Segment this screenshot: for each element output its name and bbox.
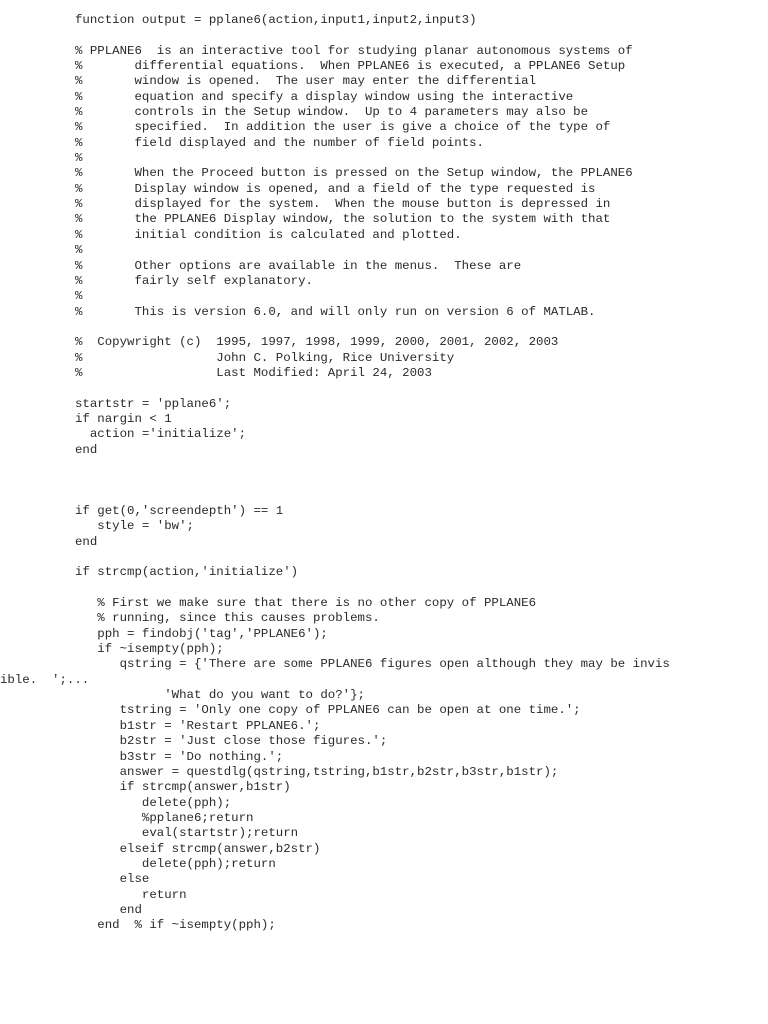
code-line: % the PPLANE6 Display window, the solution to the system with that (75, 212, 611, 227)
code-line (75, 581, 765, 596)
code-line: tstring = 'Only one copy of PPLANE6 can be open at one time.'; (75, 703, 581, 718)
code-line: % field displayed and the number of field points. (75, 135, 484, 150)
code-line: % PPLANE6 is an interactive tool for studying planar autonomous systems of (75, 43, 633, 58)
code-line: % Copywright (c) 1995, 1997, 1998, 1999, 2000, 2001, 2002, 2003 (75, 335, 559, 350)
code-line: b3str = 'Do nothing.'; (75, 749, 284, 764)
code-line: delete(pph); (75, 795, 232, 810)
code-line: % (75, 289, 83, 304)
code-line: % differential equations. When PPLANE6 is executed, a PPLANE6 Setup (75, 59, 626, 74)
code-line: % specified. In addition the user is give a choice of the type of (75, 120, 611, 135)
code-line: % fairly self explanatory. (75, 273, 313, 288)
code-line: % Other options are available in the menus. These are (75, 258, 522, 273)
code-line: end (75, 902, 142, 917)
code-line: end % if ~isempty(pph); (75, 918, 276, 933)
code-line: 'What do you want to do?'}; (75, 688, 365, 703)
code-line: function output = pplane6(action,input1,input2,input3) (75, 13, 477, 27)
code-line: if strcmp(action,'initialize') (75, 565, 299, 580)
code-line: % John C. Polking, Rice University (75, 350, 455, 365)
code-line (75, 28, 765, 43)
code-line: pph = findobj('tag','PPLANE6'); (75, 626, 328, 641)
code-line: qstring = {'There are some PPLANE6 figures open although they may be invis (75, 657, 670, 672)
code-line: b1str = 'Restart PPLANE6.'; (75, 718, 321, 733)
code-line: if get(0,'screendepth') == 1 (75, 504, 284, 518)
code-line: % (75, 243, 83, 258)
code-line: elseif strcmp(answer,b2str) (75, 841, 321, 856)
code-line: % (75, 151, 83, 166)
code-line (75, 489, 765, 504)
code-line: b2str = 'Just close those figures.'; (75, 734, 388, 749)
code-line: %pplane6;return (75, 810, 254, 825)
code-line (75, 473, 765, 488)
code-line (75, 550, 765, 565)
code-line: eval(startstr);return (75, 826, 299, 841)
code-line: % displayed for the system. When the mouse button is depressed in (75, 197, 611, 212)
code-line (75, 381, 765, 396)
code-line: end (75, 534, 98, 549)
code-line: % running, since this causes problems. (75, 611, 380, 626)
code-line: % initial condition is calculated and plotted. (75, 227, 462, 242)
code-line: action ='initialize'; (75, 427, 247, 442)
code-listing (0, 13, 765, 934)
code-line: % When the Proceed button is pressed on the Setup window, the PPLANE6 (75, 166, 633, 181)
code-line: % window is opened. The user may enter the differential (75, 74, 537, 89)
code-line: answer = questdlg(qstring,tstring,b1str,b2str,b3str,b1str); (75, 764, 559, 779)
code-line: if ~isempty(pph); (75, 642, 224, 657)
code-line: end (75, 442, 98, 457)
code-line: % controls in the Setup window. Up to 4 parameters may also be (75, 105, 589, 120)
code-line: if strcmp(answer,b1str) (75, 780, 291, 795)
code-line: return (75, 887, 187, 902)
code-line: delete(pph);return (75, 856, 276, 871)
code-line: startstr = 'pplane6'; (75, 396, 232, 411)
code-line: % This is version 6.0, and will only run on version 6 of MATLAB. (75, 304, 596, 319)
code-line: if nargin < 1 (75, 411, 172, 426)
code-line: % Display window is opened, and a field of the type requested is (75, 181, 596, 196)
code-line: % Last Modified: April 24, 2003 (75, 365, 432, 380)
code-line (75, 320, 765, 335)
code-line (75, 458, 765, 473)
code-line: % equation and specify a display window using the interactive (75, 89, 574, 104)
code-line: else (75, 872, 150, 887)
code-line: style = 'bw'; (75, 519, 194, 534)
code-line: ible. ';... (0, 672, 90, 687)
code-line: % First we make sure that there is no other copy of PPLANE6 (75, 596, 537, 611)
